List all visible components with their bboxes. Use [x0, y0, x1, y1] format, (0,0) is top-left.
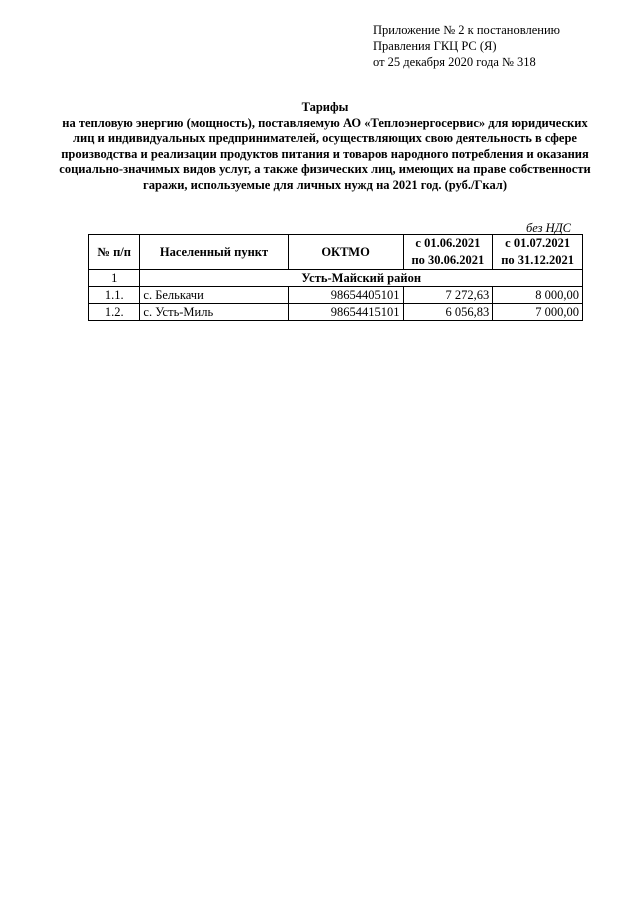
vat-note: без НДС	[526, 221, 571, 235]
section-num: 1	[89, 270, 140, 287]
row-tariff-period-1: 7 272,63	[403, 287, 493, 304]
row-place: с. Белькачи	[140, 287, 288, 304]
header-period-2-from: с 01.07.2021	[505, 236, 571, 250]
header-period-2-to: по 31.12.2021	[501, 253, 575, 267]
row-tariff-period-2: 8 000,00	[493, 287, 583, 304]
section-name: Усть-Майский район	[140, 270, 583, 287]
approval-line-2: Правления ГКЦ РС (Я)	[373, 39, 497, 53]
table-header-row	[89, 235, 583, 270]
approval-header	[373, 22, 560, 70]
header-num: № п/п	[89, 235, 140, 270]
approval-line-3: от 25 декабря 2020 года № 318	[373, 55, 536, 69]
document-title	[55, 100, 595, 193]
row-tariff-period-1: 6 056,83	[403, 304, 493, 321]
tariffs-table	[88, 234, 583, 321]
table-row	[89, 304, 583, 321]
section-row	[89, 270, 583, 287]
row-place: с. Усть-Миль	[140, 304, 288, 321]
header-oktmo: ОКТМО	[288, 235, 403, 270]
row-num: 1.2.	[89, 304, 140, 321]
row-num: 1.1.	[89, 287, 140, 304]
header-period-2	[493, 235, 583, 270]
title-body: на тепловую энергию (мощность), поставляемую АО «Теплоэнергосервис» для юридических лиц и индивидуальных предпринимателей, осуществляющих свою деятельность в сфере производства и реализации продуктов питания и товаров народного потребления и оказания социально-значимых видов услуг, а также физических лиц, имеющих на праве собственности гаражи, используемые для личных нужд на 2021 год. (руб./Гкал)	[59, 115, 591, 192]
row-oktmo: 98654415101	[288, 304, 403, 321]
title-heading: Тарифы	[301, 100, 349, 114]
row-oktmo: 98654405101	[288, 287, 403, 304]
table-row	[89, 287, 583, 304]
header-period-1	[403, 235, 493, 270]
header-period-1-to: по 30.06.2021	[411, 253, 485, 267]
row-tariff-period-2: 7 000,00	[493, 304, 583, 321]
header-period-1-from: с 01.06.2021	[415, 236, 481, 250]
header-place: Населенный пункт	[140, 235, 288, 270]
approval-line-1: Приложение № 2 к постановлению	[373, 23, 560, 37]
